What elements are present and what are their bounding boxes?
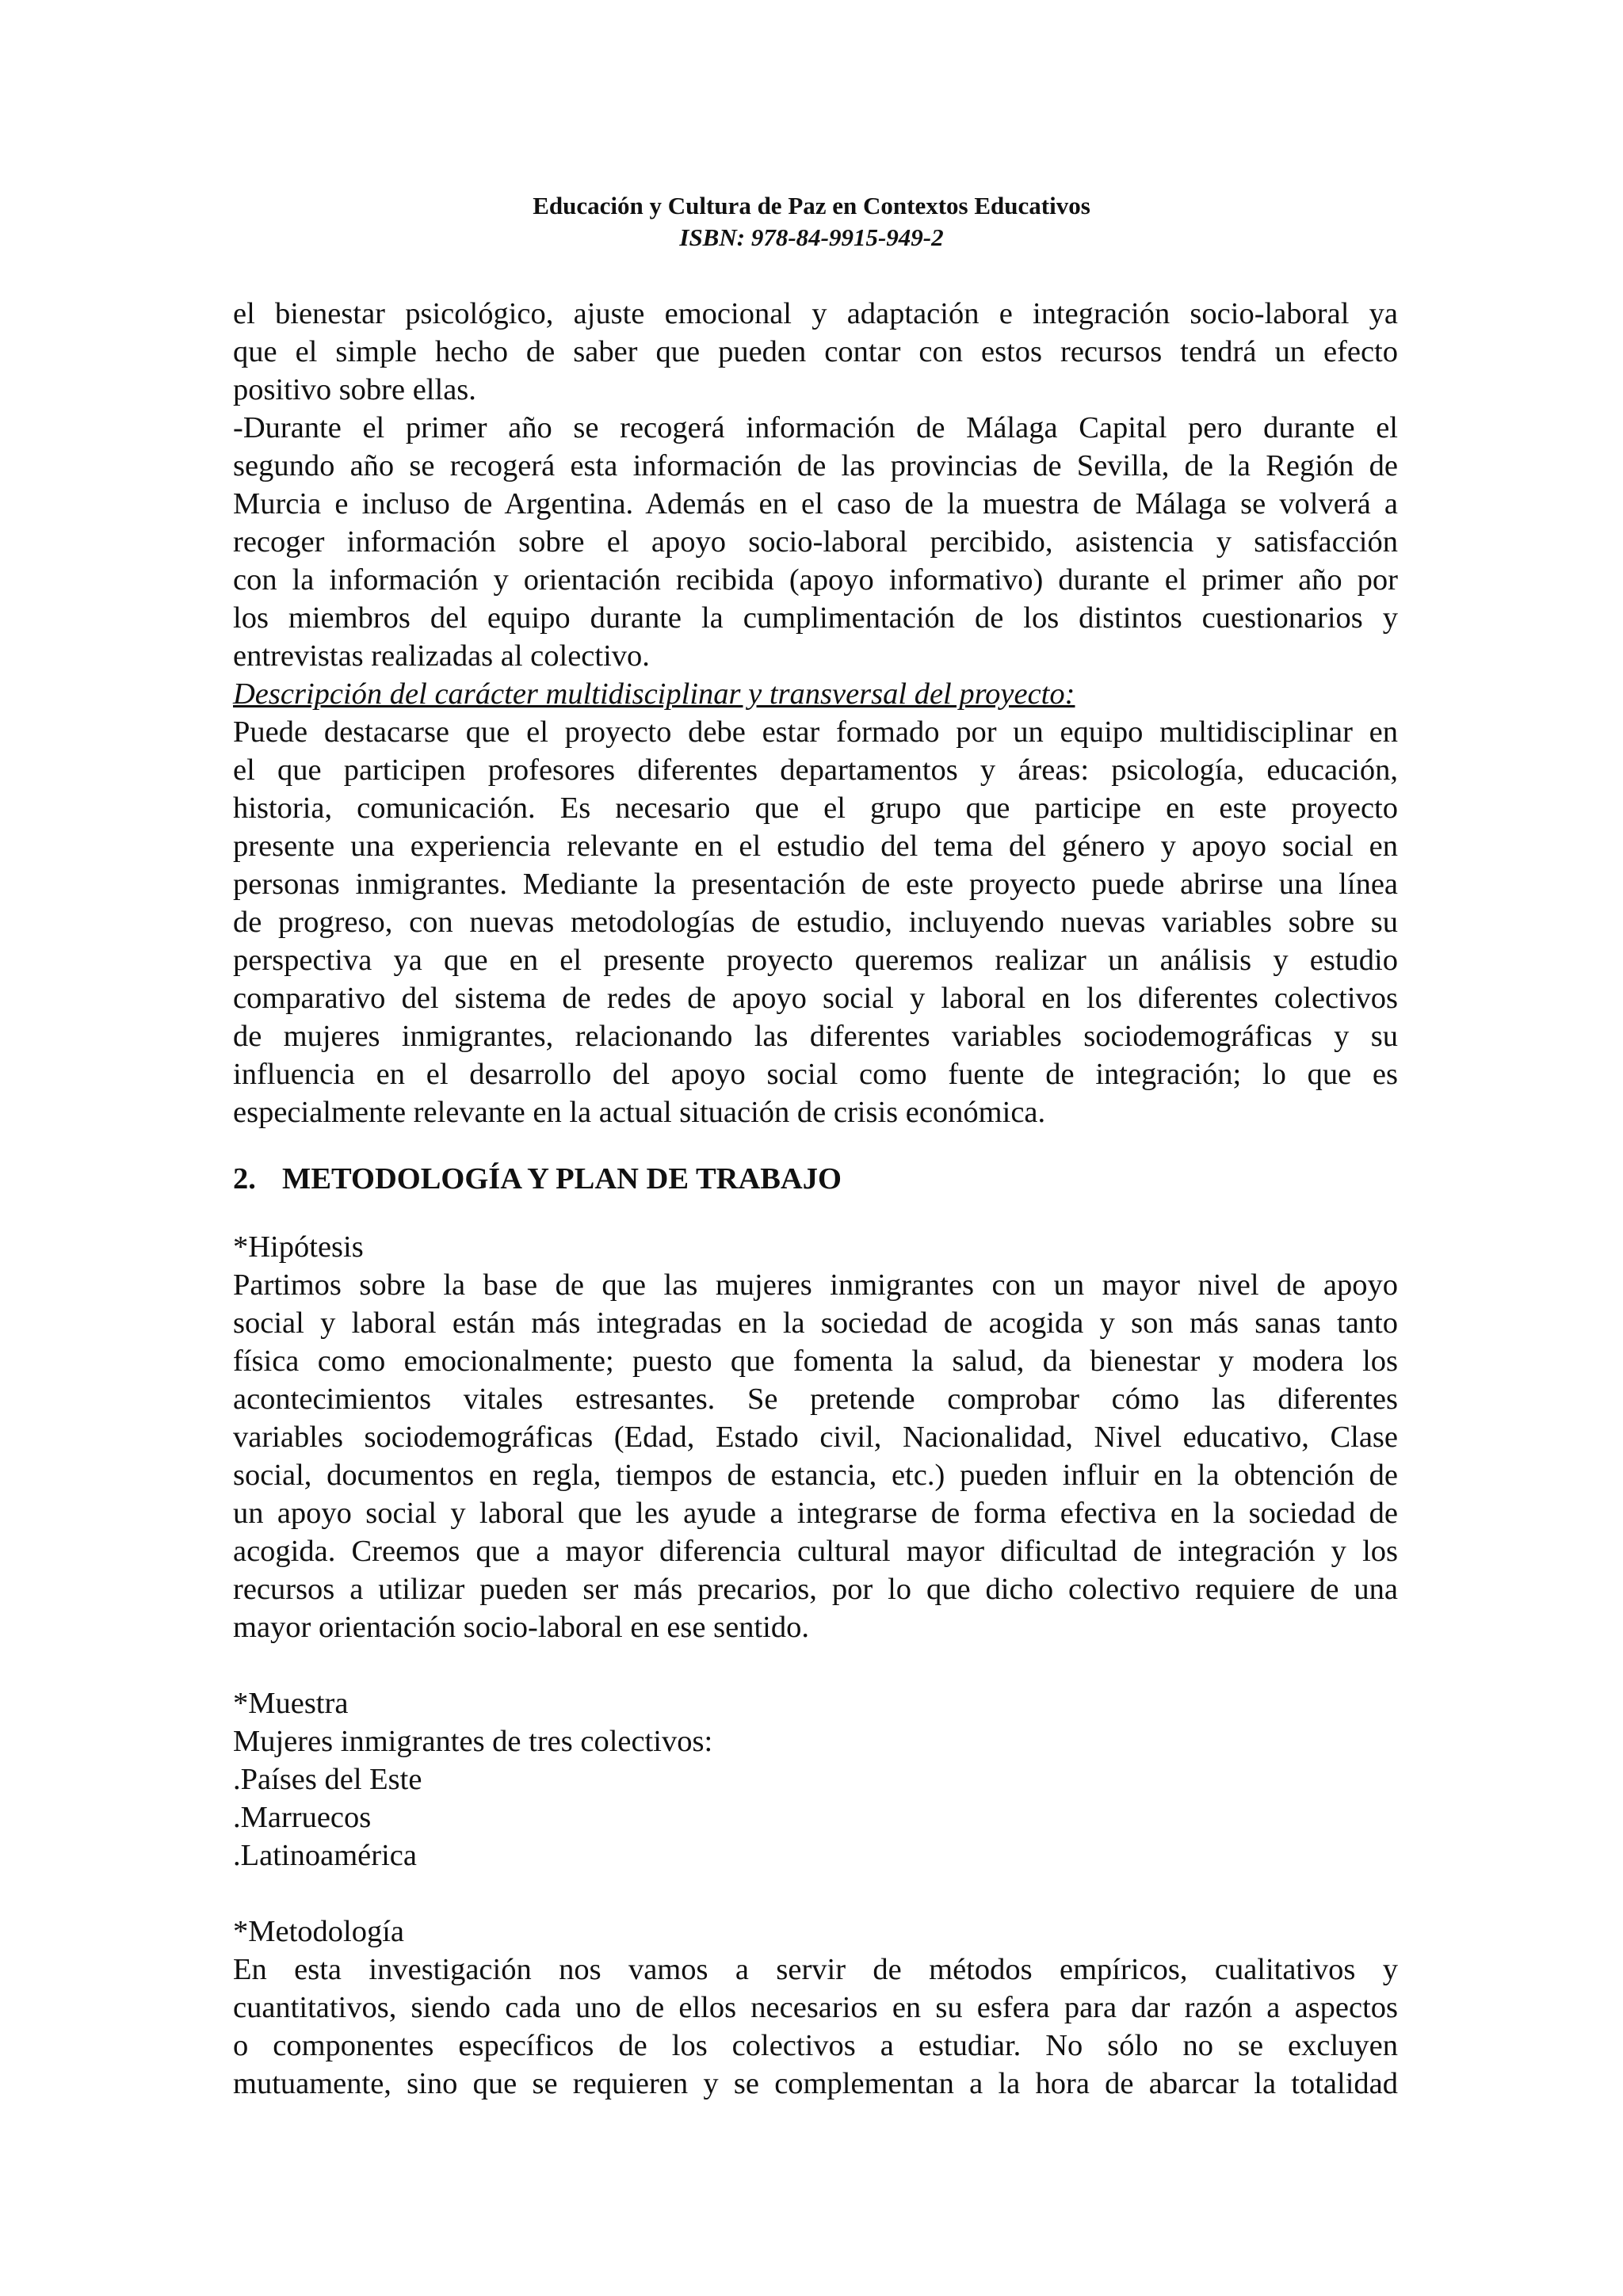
text-line: -Durante el primer año se recogerá información de Málaga Capital pero durante el xyxy=(233,411,1398,444)
section-title: METODOLOGÍA Y PLAN DE TRABAJO xyxy=(282,1162,842,1196)
section-number: 2. xyxy=(233,1162,256,1196)
text-line: cuantitativos, siendo cada uno de ellos necesarios en su esfera para dar razón a aspectos xyxy=(233,1991,1398,2024)
hypothesis-block xyxy=(233,1228,1398,1646)
text-line: que el simple hecho de saber que pueden contar con estos recursos tendrá un efecto xyxy=(233,335,1398,368)
text-line: positivo sobre ellas. xyxy=(233,373,476,406)
text-line: mutuamente, sino que se requieren y se complementan a la hora de abarcar la totalidad xyxy=(233,2067,1398,2100)
text-line: personas inmigrantes. Mediante la presentación de este proyecto puede abrirse una línea xyxy=(233,868,1398,901)
hypothesis-label: *Hipótesis xyxy=(233,1230,364,1264)
text-line: variables sociodemográficas (Edad, Estado civil, Nacionalidad, Nivel educativo, Clase xyxy=(233,1421,1398,1454)
text-line: de mujeres inmigrantes, relacionando las diferentes variables sociodemográficas y su xyxy=(233,1020,1398,1053)
text-line: mayor orientación socio-laboral en ese sentido. xyxy=(233,1611,809,1644)
list-item: .Países del Este xyxy=(233,1763,422,1796)
text-line: el bienestar psicológico, ajuste emocional y adaptación e integración socio-laboral ya xyxy=(233,297,1398,330)
sample-label: *Muestra xyxy=(233,1687,349,1720)
text-line: recoger información sobre el apoyo socio-laboral percibido, asistencia y satisfacción xyxy=(233,525,1398,559)
list-item: .Marruecos xyxy=(233,1801,372,1834)
page-header xyxy=(0,190,1623,254)
text-line: Murcia e incluso de Argentina. Además en el caso de la muestra de Málaga se volverá a xyxy=(233,487,1398,521)
text-line: En esta investigación nos vamos a servir de métodos empíricos, cualitativos y xyxy=(233,1953,1398,1986)
paragraph-gap xyxy=(233,1646,1398,1684)
text-line: Puede destacarse que el proyecto debe estar formado por un equipo multidisciplinar en xyxy=(233,715,1398,749)
methodology-label: *Metodología xyxy=(233,1915,404,1948)
text-line: el que participen profesores diferentes departamentos y áreas: psicología, educación, xyxy=(233,753,1398,787)
text-line: acontecimientos vitales estresantes. Se pretende comprobar cómo las diferentes xyxy=(233,1383,1398,1416)
text-line: Mujeres inmigrantes de tres colectivos: xyxy=(233,1725,713,1758)
text-line: segundo año se recogerá esta información de las provincias de Sevilla, de la Región de xyxy=(233,449,1398,482)
text-line: entrevistas realizadas al colectivo. xyxy=(233,639,650,673)
text-line: perspectiva ya que en el presente proyecto queremos realizar un análisis y estudio xyxy=(233,944,1398,977)
intro-paragraph xyxy=(233,295,1398,675)
page-content xyxy=(233,295,1398,2103)
isbn: ISBN: 978-84-9915-949-2 xyxy=(679,223,944,251)
text-line: comparativo del sistema de redes de apoyo social y laboral en los diferentes colectivos xyxy=(233,982,1398,1015)
text-line: presente una experiencia relevante en el estudio del tema del género y apoyo social en xyxy=(233,830,1398,863)
text-line: o componentes específicos de los colectivos a estudiar. No sólo no se excluyen xyxy=(233,2029,1398,2062)
text-line: Partimos sobre la base de que las mujeres inmigrantes con un mayor nivel de apoyo xyxy=(233,1268,1398,1302)
text-line: un apoyo social y laboral que les ayude a integrarse de forma efectiva en la sociedad de xyxy=(233,1497,1398,1530)
paragraph-gap xyxy=(233,1875,1398,1913)
text-line: recursos a utilizar pueden ser más precarios, por lo que dicho colectivo requiere de una xyxy=(233,1573,1398,1606)
text-line: historia, comunicación. Es necesario que el grupo que participe en este proyecto xyxy=(233,791,1398,825)
list-item: .Latinoamérica xyxy=(233,1839,417,1872)
text-line: acogida. Creemos que a mayor diferencia cultural mayor dificultad de integración y los xyxy=(233,1535,1398,1568)
methodology-block xyxy=(233,1913,1398,2103)
text-line: física como emocionalmente; puesto que fomenta la salud, da bienestar y modera los xyxy=(233,1344,1398,1378)
text-line: influencia en el desarrollo del apoyo social como fuente de integración; lo que es xyxy=(233,1058,1398,1091)
text-line: de progreso, con nuevas metodologías de estudio, incluyendo nuevas variables sobre su xyxy=(233,906,1398,939)
multidisciplinary-paragraph xyxy=(233,675,1398,1131)
text-line: con la información y orientación recibida (apoyo informativo) durante el primer año por xyxy=(233,563,1398,597)
text-line: social, documentos en regla, tiempos de estancia, etc.) pueden influir en la obtención de xyxy=(233,1459,1398,1492)
text-line: los miembros del equipo durante la cumplimentación de los distintos cuestionarios y xyxy=(233,601,1398,635)
text-line: social y laboral están más integradas en la sociedad de acogida y son más sanas tanto xyxy=(233,1306,1398,1340)
subheading: Descripción del carácter multidisciplinar y transversal del proyecto: xyxy=(233,677,1075,711)
text-line: especialmente relevante en la actual situación de crisis económica. xyxy=(233,1096,1046,1129)
sample-block xyxy=(233,1684,1398,1875)
section-heading xyxy=(233,1160,1398,1198)
book-title: Educación y Cultura de Paz en Contextos Educativos xyxy=(533,192,1090,219)
